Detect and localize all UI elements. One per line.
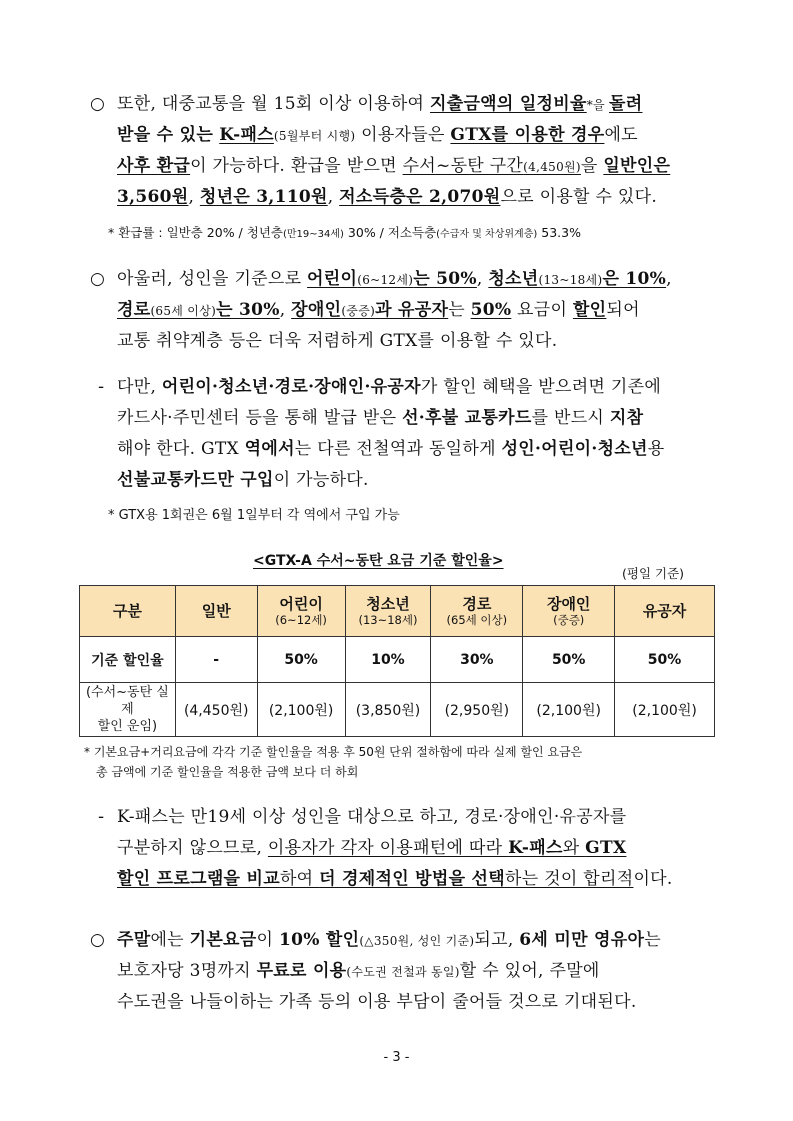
p1-line3 xyxy=(117,155,670,178)
text: 을 xyxy=(580,156,604,176)
p3-line3 xyxy=(117,438,665,460)
text: , xyxy=(666,269,672,289)
header-label: 장애인 xyxy=(546,595,591,613)
emphasis: 기본요금 xyxy=(189,930,257,950)
emphasis: 할인 프로그램을 비교 xyxy=(117,869,280,889)
text: 에도 xyxy=(604,125,638,145)
table-footnote-2: 총 금액에 기준 할인율을 적용한 금액 보다 더 하회 xyxy=(96,765,359,779)
text: (수서~동탄 실제 xyxy=(85,685,169,717)
text: 해야 한다. GTX xyxy=(117,439,245,459)
emphasis: 은 10% xyxy=(602,269,667,289)
emphasis: 과 유공자 xyxy=(375,300,449,320)
table-cell: 50% xyxy=(523,637,615,683)
text: 는 xyxy=(644,930,661,950)
bullet-dash: - xyxy=(98,377,105,397)
text: 이 가능하다. xyxy=(273,470,369,490)
header-sub: (65세 이상) xyxy=(446,613,508,627)
text: 다만, xyxy=(117,377,162,397)
header-cell xyxy=(431,586,523,637)
header-label: 일반 xyxy=(201,602,231,620)
text: 또한, 대중교통을 월 15회 이상 이용하여 xyxy=(117,94,430,114)
emphasis: K-패스 xyxy=(219,125,274,145)
header-sub: (6~12세) xyxy=(275,613,327,627)
emphasis: 일반인은 xyxy=(603,156,671,176)
p1-footnote xyxy=(108,224,581,244)
emphasis: 지참 xyxy=(609,408,644,428)
emphasis: 청소년 xyxy=(488,269,539,289)
p3-line4 xyxy=(117,469,369,491)
p3-footnote: * GTX용 1회권은 6월 1일부터 각 역에서 구입 가능 xyxy=(108,508,400,523)
text: 아울러, 성인을 기준으로 xyxy=(117,269,308,289)
table-cell: (2,100원) xyxy=(257,683,345,737)
text: 이용자들은 xyxy=(355,125,451,145)
header-cell xyxy=(175,586,257,637)
emphasis: GTX xyxy=(585,838,627,858)
text: * 환급률 : 일반층 20% / 청년층 xyxy=(108,225,283,240)
text: (중증) xyxy=(341,304,376,318)
p4-line1: K-패스는 만19세 이상 성인을 대상으로 하고, 경로·장애인·유공자를 xyxy=(117,807,627,827)
header-cell xyxy=(523,586,615,637)
bullet-circle: ○ xyxy=(90,269,105,289)
table-row xyxy=(80,637,715,683)
table-caption: <GTX-A 수서~동탄 요금 기준 할인율> xyxy=(253,553,504,569)
emphasis: 더 경제적인 방법을 선택 xyxy=(319,869,505,889)
bullet-dash: - xyxy=(98,807,105,827)
text: (만19~34세) xyxy=(282,229,344,240)
emphasis: 어린이 xyxy=(307,269,358,289)
text: 에는 xyxy=(150,930,190,950)
text: 요금이 xyxy=(511,300,573,320)
header-label: 경로 xyxy=(462,595,492,613)
emphasis: 돌려 xyxy=(609,94,643,114)
emphasis: 6세 미만 영유아 xyxy=(519,930,645,950)
table-cell: (2,100원) xyxy=(615,683,715,737)
emphasis: 선불교통카드만 구입 xyxy=(117,470,274,490)
p3-line2 xyxy=(117,407,643,429)
text: , xyxy=(327,187,340,207)
text: 보호자당 3명까지 xyxy=(117,961,257,981)
table-cell xyxy=(80,683,176,737)
header-cell xyxy=(80,586,176,637)
p3-line1 xyxy=(117,376,661,398)
emphasis: 3,560원 xyxy=(117,187,189,207)
text: 는 xyxy=(448,300,471,320)
text: 53.3% xyxy=(537,225,581,240)
text: , xyxy=(279,300,292,320)
emphasis: 어린이·청소년·경로·장애인·유공자 xyxy=(161,377,421,397)
emphasis: 장애인 xyxy=(291,300,342,320)
table-cell: 50% xyxy=(257,637,345,683)
p1-line4 xyxy=(117,186,657,208)
p2-line2 xyxy=(117,299,640,322)
text: *을 xyxy=(586,98,610,112)
text: (13~18세) xyxy=(538,273,603,287)
text: 이 xyxy=(256,930,279,950)
header-cell xyxy=(257,586,345,637)
emphasis: 선·후불 교통카드 xyxy=(402,408,532,428)
header-cell xyxy=(615,586,715,637)
header-label: 어린이 xyxy=(279,595,323,613)
text: , xyxy=(188,187,200,207)
emphasis: GTX를 이용한 경우 xyxy=(450,125,605,145)
text: 는 다른 전철역과 동일하게 xyxy=(294,439,502,459)
text: 이 가능하다. 환급을 받으면 xyxy=(190,156,403,176)
emphasis: 50% xyxy=(470,300,512,320)
text: 카드사·주민센터 등을 통해 발급 받은 xyxy=(117,408,403,428)
text: 와 xyxy=(562,838,586,858)
table-cell: (2,950원) xyxy=(431,683,523,737)
text: 를 반드시 xyxy=(531,408,610,428)
emphasis: 할인 xyxy=(572,300,607,320)
text: , xyxy=(476,269,489,289)
text: 할 수 있어, 주말에 xyxy=(459,961,600,981)
text: 으로 이용할 수 있다. xyxy=(500,187,658,207)
header-sub: (13~18세) xyxy=(358,613,418,627)
fare-table xyxy=(79,585,715,737)
header-cell xyxy=(345,586,431,637)
p4-line2 xyxy=(117,837,626,859)
table-header-row xyxy=(80,586,715,637)
p2-line1 xyxy=(117,268,672,291)
text: 되어 xyxy=(606,300,640,320)
p5-line3: 수도권을 나들이하는 가족 등의 이용 부담이 줄어들 것으로 기대된다. xyxy=(117,992,637,1012)
emphasis: 는 50% xyxy=(413,269,477,289)
table-cell: 10% xyxy=(345,637,431,683)
table-cell: 30% xyxy=(431,637,523,683)
emphasis: 역에서 xyxy=(244,439,295,459)
text: 하여 xyxy=(279,869,320,889)
table-unit: (평일 기준) xyxy=(622,566,685,581)
header-sub: (중증) xyxy=(553,613,585,627)
text: 30% / 저소득층 xyxy=(343,225,437,240)
text: 할인 운임) xyxy=(97,719,158,734)
header-label: 구분 xyxy=(112,602,142,620)
p5-line2 xyxy=(117,960,600,983)
text: 수서~동탄 구간 xyxy=(402,156,524,176)
text: 이다. xyxy=(633,869,673,889)
p4-line3 xyxy=(117,868,673,890)
header-label: 유공자 xyxy=(642,602,687,620)
text: 가 할인 혜택을 받으려면 기존에 xyxy=(420,377,662,397)
emphasis: 받을 수 있는 xyxy=(117,125,220,145)
emphasis: 청년은 3,110원 xyxy=(199,187,328,207)
emphasis: 무료로 이용 xyxy=(256,961,347,981)
emphasis: 지출금액의 일정비율 xyxy=(430,94,587,114)
text: (△350원, 성인 기준) xyxy=(359,934,475,948)
p1-line1 xyxy=(117,93,642,116)
emphasis: K-패스 xyxy=(508,838,563,858)
text: (4,450원) xyxy=(523,160,581,174)
table-row xyxy=(80,683,715,737)
table-cell: 기준 할인율 xyxy=(80,637,176,683)
bullet-circle: ○ xyxy=(90,94,105,114)
text: (수급자 및 차상위계층) xyxy=(436,229,538,240)
emphasis: 사후 환급 xyxy=(117,156,191,176)
text: 되고, xyxy=(474,930,520,950)
emphasis: 10% 할인 xyxy=(278,930,360,950)
bullet-circle: ○ xyxy=(90,930,105,950)
table-cell: - xyxy=(175,637,257,683)
header-label: 청소년 xyxy=(366,595,410,613)
text: 구분하지 않으므로, xyxy=(117,838,268,858)
text: 하는 것이 합리적 xyxy=(504,869,634,889)
p2-line3: 교통 취약계층 등은 더욱 저렴하게 GTX를 이용할 수 있다. xyxy=(117,331,558,351)
emphasis: 성인·어린이·청소년 xyxy=(501,439,648,459)
table-cell: 50% xyxy=(615,637,715,683)
text: (6~12세) xyxy=(357,273,414,287)
emphasis: 저소득층은 2,070원 xyxy=(339,187,501,207)
emphasis: 주말 xyxy=(117,930,151,950)
table-cell: (3,850원) xyxy=(345,683,431,737)
table-footnote-1: * 기본요금+거리요금에 각각 기준 할인율을 적용 후 50원 단위 절하함에 따라 실제 할인 요금은 xyxy=(84,745,583,759)
page-number: - 3 - xyxy=(383,1050,410,1065)
emphasis: 는 30% xyxy=(216,300,280,320)
text: (5월부터 시행) xyxy=(273,129,356,143)
text: 용 xyxy=(647,439,665,459)
p5-line1 xyxy=(117,929,661,952)
text: (65세 이상) xyxy=(150,304,217,318)
table-cell: (4,450원) xyxy=(175,683,257,737)
emphasis: 경로 xyxy=(117,300,151,320)
table-cell: (2,100원) xyxy=(523,683,615,737)
p1-line2 xyxy=(117,124,638,147)
text: (수도권 전철과 동일) xyxy=(346,965,460,979)
text: 이용자가 각자 이용패턴에 따라 xyxy=(267,838,509,858)
